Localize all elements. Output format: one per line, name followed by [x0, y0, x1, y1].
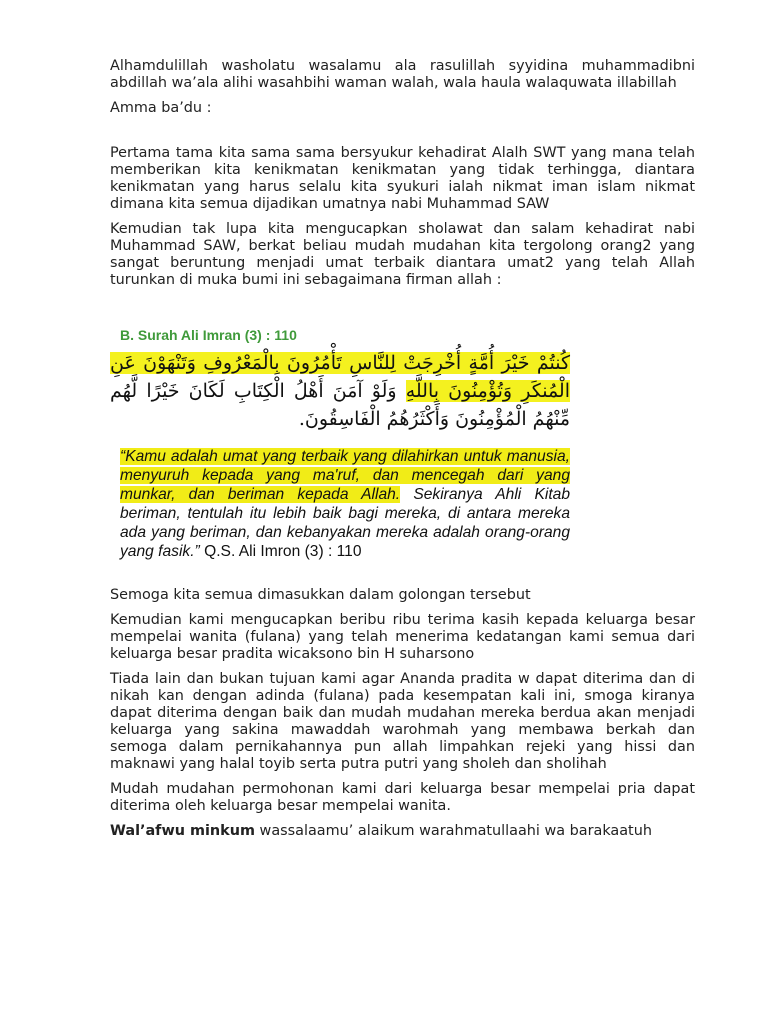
- figure-heading: B. Surah Ali Imran (3) : 110: [120, 327, 297, 343]
- translation-quote: [120, 447, 570, 561]
- pertama-paragraph: Pertama tama kita sama sama bersyukur kehadirat Alalh SWT yang mana telah memberikan kita kenikmatan kenikmatan yang tidak terhingga, diantara kenikmatan yang harus selalu kita syukuri ialah nikmat iman islam nikmat dimana kita semua dijadikan umatnya nabi Muhammad SAW: [110, 145, 695, 212]
- semoga-paragraph: Semoga kita semua dimasukkan dalam golongan tersebut: [110, 587, 531, 603]
- tiada-paragraph: Tiada lain dan bukan tujuan kami agar Ananda pradita w dapat diterima dan di nikah kan dengan adinda (fulana) pada kesempatan kali ini, smoga kiranya dapat diterima dengan baik dan mudah mudahan mereka berdua akan menjadi keluarga yang sakina mawaddah warohmah yang membawa berkah dan semoga dalam pernikahannya pun allah limpahkan rejeki yang hissi dan maknawi yang halal toyib serta putra putri yang sholeh dan sholihah: [110, 671, 695, 772]
- quote-rest: Sekiranya Ahli Kitab beriman, tentulah itu lebih baik bagi mereka, di antara mereka ada yang beriman, dan kebanyakan mereka adalah orang-orang yang fasik.”: [120, 486, 570, 560]
- closing-bold: Wal’afwu minkum: [110, 823, 255, 839]
- amma-paragraph: Amma ba’du :: [110, 100, 212, 116]
- closing-rest: wassalaamu’ alaikum warahmatullaahi wa barakaatuh: [254, 823, 652, 839]
- arabic-verse: [110, 349, 570, 433]
- quran-figure: [110, 327, 570, 577]
- opening-paragraph: Alhamdulillah washolatu wasalamu ala rasulillah syyidina muhammadibni abdillah wa’ala alihi wasahbihi waman walah, wala haula walaquwata illabillah: [110, 58, 695, 91]
- verse-reference: Q.S. Ali Imron (3) : 110: [199, 543, 362, 560]
- mudah-paragraph: Mudah mudahan permohonan kami dari keluarga besar mempelai pria dapat diterima oleh keluarga besar mempelai wanita.: [110, 781, 695, 814]
- kemudian-sholawat-paragraph: Kemudian tak lupa kita mengucapkan sholawat dan salam kehadirat nabi Muhammad SAW, berkat beliau mudah mudahan kita tergolong orang2 yang sangat beruntung menjadi umat terbaik diantara umat2 yang telah Allah turunkan di muka bumi ini sebagaimana firman allah :: [110, 221, 695, 288]
- arabic-highlighted: كُنتُمْ خَيْرَ أُمَّةٍ أُخْرِجَتْ لِلنَّاسِ تَأْمُرُونَ بِالْمَعْرُوفِ وَتَنْهَوْنَ عَنِ الْمُنكَرِ وَتُؤْمِنُونَ بِاللَّهِ: [110, 352, 570, 402]
- quote-highlighted: “Kamu adalah umat yang terbaik yang dilahirkan untuk manusia, menyuruh kepada yang ma'ruf, dan mencegah dari yang munkar, dan beriman kepada Allah.: [120, 448, 570, 503]
- closing-paragraph: [110, 823, 695, 840]
- arabic-rest: وَلَوْ آمَنَ أَهْلُ الْكِتَابِ لَكَانَ خَيْرًا لَّهُم مِّنْهُمُ الْمُؤْمِنُونَ وَأَكْثَرُهُمُ الْفَاسِقُونَ.: [110, 380, 570, 430]
- kemudian-terima-kasih-paragraph: Kemudian kami mengucapkan beribu ribu terima kasih kepada keluarga besar mempelai wanita (fulana) yang telah menerima kedatangan kami semua dari keluarga besar pradita wicaksono bin H suharsono: [110, 612, 695, 662]
